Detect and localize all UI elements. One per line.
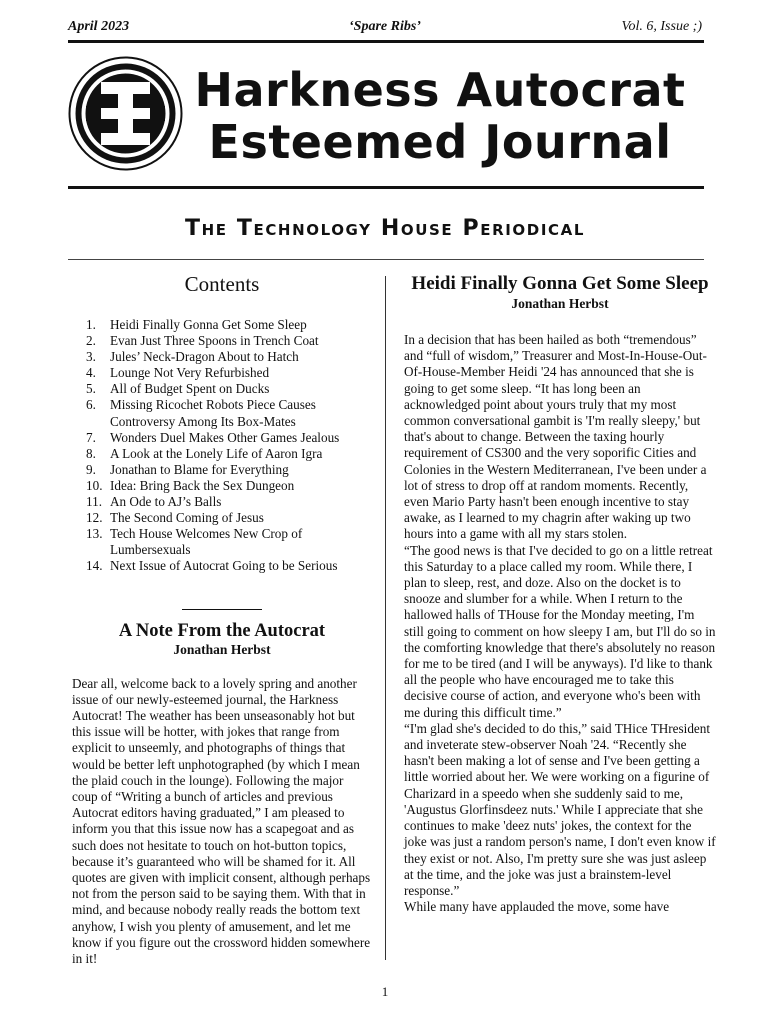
contents-list <box>72 317 372 575</box>
contents-item <box>72 430 372 446</box>
section-separator <box>182 609 262 610</box>
contents-item-number: 4. <box>86 365 96 381</box>
feature-paragraph: “I'm glad she's decided to do this,” said THice THresident and inveterate stew-observer Noah '24. “Recently she hasn't been making a lot of sense and I've been getting a little worried about her. We were working on a figurine of Charizard in a speedo when she suddenly said to me, 'Augustus Glorfinsdeez nuts.' While I appreciate that she continues to make 'deez nuts' jokes, the context for the joke was just a random person's name, I don't even know if they exist or not. Also, I'm pretty sure she was just asleep at the time, and the joke was just a brainstem-level response.” <box>404 720 716 898</box>
contents-item-title: Tech House Welcomes New Crop of Lumbersexuals <box>110 526 303 558</box>
contents-item <box>72 526 372 558</box>
contents-item <box>72 494 372 510</box>
contents-item-number: 5. <box>86 381 96 397</box>
feature-title: Heidi Finally Gonna Get Some Sleep <box>411 273 709 294</box>
contents-item-title: Lounge Not Very Refurbished <box>110 365 270 381</box>
contents-item-title: All of Budget Spent on Ducks <box>110 381 270 397</box>
contents-item-title: Next Issue of Autocrat Going to be Serious <box>110 558 338 574</box>
masthead-title <box>190 64 690 168</box>
contents-item-number: 13. <box>86 526 103 542</box>
masthead-line-1: Harkness Autocrat <box>194 63 686 117</box>
contents-item-title: Jules’ Neck-Dragon About to Hatch <box>110 349 299 365</box>
contents-item <box>72 558 372 574</box>
contents-item <box>72 317 372 333</box>
masthead-line-2: Esteemed Journal <box>208 115 672 169</box>
contents-item-number: 10. <box>86 477 103 493</box>
contents-item <box>72 478 372 494</box>
contents-item-number: 8. <box>86 445 96 461</box>
th-logo-icon <box>68 56 183 171</box>
right-column <box>404 272 716 915</box>
contents-item-number: 14. <box>86 558 103 574</box>
feature-paragraph: “The good news is that I've decided to go on a little retreat this Saturday to a place called my room. While there, I plan to sleep, rest, and doze. Also on the docket is to snooze and slumber for a while. When I return to the hallowed halls of THouse for the Monday meeting, I'm still going to comment on how sleepy I am, but I'll do so in the comforting knowledge that there's absolutely no reason for me to be tired (and I will be anyways). I'd like to thank all the people who have encouraged me to take this decisive course of action, and everyone who's been with me during this difficult time.” <box>404 542 716 720</box>
contents-item <box>72 365 372 381</box>
contents-item-number: 6. <box>86 397 96 413</box>
feature-byline: Jonathan Herbst <box>511 296 609 311</box>
left-column <box>72 272 372 967</box>
contents-item <box>72 446 372 462</box>
contents-item-number: 7. <box>86 429 96 445</box>
contents-item-number: 12. <box>86 510 103 526</box>
contents-item-title: Heidi Finally Gonna Get Some Sleep <box>110 317 307 332</box>
contents-item-title: Evan Just Three Spoons in Trench Coat <box>110 333 319 349</box>
contents-item-number: 3. <box>86 349 96 365</box>
contents-item <box>72 510 372 526</box>
contents-heading: Contents <box>184 272 260 296</box>
contents-item-title: An Ode to AJ’s Balls <box>110 494 222 510</box>
periodical-subtitle: The Technology House Periodical <box>185 216 585 241</box>
contents-item-title: Wonders Duel Makes Other Games Jealous <box>110 429 340 445</box>
contents-item-title: Idea: Bring Back the Sex Dungeon <box>110 477 295 493</box>
contents-item-title: A Look at the Lonely Life of Aaron Igra <box>110 445 323 461</box>
contents-item-number: 2. <box>86 333 96 349</box>
column-divider <box>385 276 386 960</box>
subtitle-rule <box>68 259 704 260</box>
contents-item <box>72 462 372 478</box>
note-body: Dear all, welcome back to a lovely spring and another issue of our newly-esteemed journal, the Harkness Autocrat! The weather has been unseasonably hot but this issue will be hotter, with jokes that range from explicit to unseemly, and photographs of things that would be better left unphotographed (by which I mean the plaid couch in the lounge). Following the major coup of “Writing a bunch of articles and previous Autocrat editors having graduated,” I am pleased to inform you that this issue now has a scapegoat and as such does not hesitate to touch on hot-button topics, because it’s guaranteed who will be shamed for it. All quotes are given with implicit consent, although perhaps not from the person said to be saying them. With that in mind, and because nobody really reads the bottom text anyhow, I wish you plenty of amusement, and let me know if you figure out the crossword hidden somewhere in it! <box>72 675 371 966</box>
issue-date: April 2023 <box>68 19 130 34</box>
feature-paragraph: In a decision that has been hailed as both “tremendous” and “full of wisdom,” Treasurer and Most-In-House-Out-Of-House-Member Heidi '24 has announced that she is going to get some sleep. “It has long been an acknowledged point about yours truly that my most common conversational gambit is 'I'm really sleepy,' but that's about to change. Between the taxing hourly requirement of CS300 and the very soporific Cities and Colonies in the Western Mediterranean, I've been under a lot of stress to drop off at random moments. Recently, even Mario Party hasn't been enough incentive to stay awake, as I learned to my chagrin after waking up two hours into a game with all my stars stolen. <box>404 332 707 542</box>
contents-item <box>72 381 372 397</box>
contents-item-number: 9. <box>86 461 96 477</box>
contents-item-title: Jonathan to Blame for Everything <box>110 461 289 477</box>
volume-issue: Vol. 6, Issue ;) <box>621 19 702 34</box>
contents-item-number: 1. <box>86 317 96 332</box>
feature-body <box>404 332 716 915</box>
header-rule <box>68 40 704 43</box>
contents-item-number: 11. <box>86 494 102 510</box>
contents-item <box>72 397 372 429</box>
contents-item-title: The Second Coming of Jesus <box>110 510 264 526</box>
page-number: 1 <box>381 984 389 999</box>
issue-name: ‘Spare Ribs’ <box>349 19 421 34</box>
contents-item-title: Missing Ricochet Robots Piece Causes Controversy Among Its Box-Mates <box>110 397 316 429</box>
feature-paragraph: While many have applauded the move, some have <box>404 899 670 915</box>
contents-item <box>72 333 372 349</box>
note-title: A Note From the Autocrat <box>118 620 326 641</box>
masthead-rule <box>68 186 704 189</box>
note-byline: Jonathan Herbst <box>173 641 271 657</box>
contents-item <box>72 349 372 365</box>
